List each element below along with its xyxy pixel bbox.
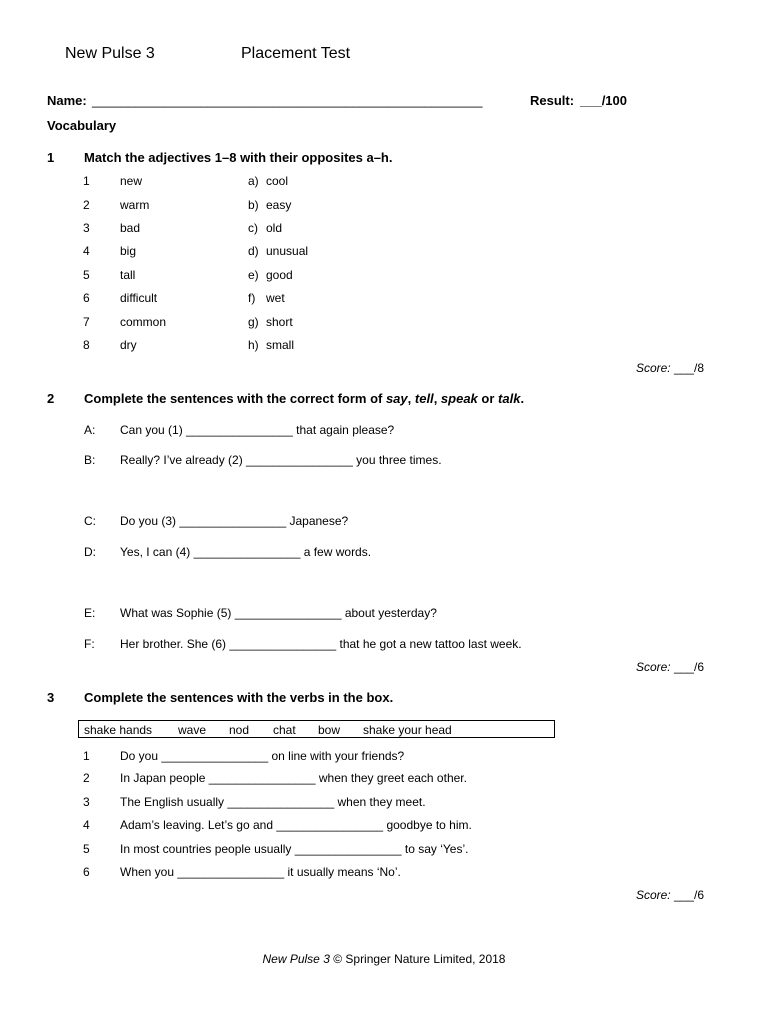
q1-left-n-4: 4 (83, 244, 90, 258)
q1-left-n-1: 1 (83, 174, 90, 188)
q1-right-letter-g: g) (248, 315, 259, 329)
q3-box-word-5: bow (318, 723, 341, 737)
book-title: New Pulse 3 (65, 45, 155, 62)
q1-right-letter-h: h) (248, 338, 259, 352)
result-value: ___/100 (580, 93, 627, 108)
q2-number: 2 (47, 391, 55, 406)
section-heading: Vocabulary (47, 118, 117, 133)
q2-sep-1: , (407, 391, 415, 406)
q1-instruction: Match the adjectives 1–8 with their opposites a–h. (84, 150, 393, 165)
q1-left-word-6: difficult (120, 291, 158, 305)
q3-instruction: Complete the sentences with the verbs in the box. (84, 690, 394, 705)
q3-score (636, 888, 704, 902)
q2-line-b: Really? I’ve already (2) ________________ you three times. (120, 453, 442, 467)
q3-line-1: Do you ________________ on line with your friends? (120, 749, 405, 763)
q1-left-n-6: 6 (83, 291, 90, 305)
q2-line-c: Do you (3) ________________ Japanese? (120, 514, 349, 528)
q2-score (636, 660, 704, 674)
q1-right-letter-a: a) (248, 174, 259, 188)
q1-left-word-1: new (120, 174, 143, 188)
q2-instruction-text: Complete the sentences with the correct form of (84, 391, 386, 406)
q2-speaker-f: F: (84, 637, 95, 651)
q3-n-5: 5 (83, 842, 90, 856)
q1-left-n-7: 7 (83, 315, 90, 329)
q2-instruction (84, 391, 524, 406)
q3-n-2: 2 (83, 771, 90, 785)
q2-score-value: ___/6 (670, 660, 704, 674)
q1-right-word-a: cool (266, 174, 289, 188)
q3-n-3: 3 (83, 795, 90, 809)
footer-copyright (0, 952, 768, 966)
q1-right-letter-b: b) (248, 198, 259, 212)
q1-right-word-b: easy (266, 198, 292, 212)
q3-box-word-4: chat (273, 723, 296, 737)
q1-left-n-5: 5 (83, 268, 90, 282)
q3-line-3: The English usually ________________ when they meet. (120, 795, 426, 809)
name-line: ______________________________________________________ (92, 93, 483, 108)
footer-rest: © Springer Nature Limited, 2018 (329, 952, 506, 966)
q2-line-f: Her brother. She (6) ________________ that he got a new tattoo last week. (120, 637, 522, 651)
q1-left-n-8: 8 (83, 338, 90, 352)
q1-left-word-3: bad (120, 221, 141, 235)
q1-left-n-3: 3 (83, 221, 90, 235)
q1-right-word-g: short (266, 315, 293, 329)
q1-left-n-2: 2 (83, 198, 90, 212)
q2-speaker-c: C: (84, 514, 96, 528)
q1-left-word-7: common (120, 315, 167, 329)
q2-word-tell: tell (414, 391, 434, 406)
q3-line-5: In most countries people usually ________________ to say ‘Yes’. (120, 842, 469, 856)
q3-line-6: When you ________________ it usually means ‘No’. (120, 865, 401, 879)
q1-score-label: Score: (635, 361, 671, 375)
q2-word-speak: speak (440, 391, 478, 406)
q3-n-4: 4 (83, 818, 90, 832)
q2-line-e: What was Sophie (5) ________________ about yesterday? (120, 606, 437, 620)
q1-right-word-f: wet (266, 291, 285, 305)
q2-end: . (520, 391, 525, 406)
q3-word-box (78, 720, 555, 738)
q3-box-word-2: wave (178, 723, 207, 737)
result-label: Result: (530, 93, 575, 108)
q1-right-word-d: unusual (266, 244, 309, 258)
q2-sep-2: , (433, 391, 441, 406)
footer-book: New Pulse 3 (262, 952, 330, 966)
q2-speaker-a: A: (84, 423, 96, 437)
q1-right-word-e: good (266, 268, 293, 282)
q1-score-value: ___/8 (670, 361, 704, 375)
q1-left-word-4: big (120, 244, 137, 258)
q3-score-value: ___/6 (670, 888, 704, 902)
q1-left-word-5: tall (120, 268, 136, 282)
q3-n-1: 1 (83, 749, 90, 763)
q3-line-2: In Japan people ________________ when they greet each other. (120, 771, 467, 785)
q2-word-say: say (385, 391, 408, 406)
q3-line-4: Adam’s leaving. Let’s go and ________________ goodbye to him. (120, 818, 472, 832)
q3-box-word-6: shake your head (363, 723, 452, 737)
q3-n-6: 6 (83, 865, 90, 879)
q2-speaker-e: E: (84, 606, 96, 620)
q2-line-a: Can you (1) ________________ that again please? (120, 423, 395, 437)
q1-right-letter-f: f) (248, 291, 256, 305)
q1-score (636, 361, 704, 375)
q1-left-word-8: dry (120, 338, 137, 352)
q2-speaker-b: B: (84, 453, 96, 467)
q1-left-word-2: warm (120, 198, 150, 212)
q1-right-letter-c: c) (248, 221, 258, 235)
q3-box-word-3: nod (229, 723, 250, 737)
q3-score-label: Score: (635, 888, 671, 902)
name-label: Name: (47, 93, 87, 108)
q1-number: 1 (47, 150, 55, 165)
q3-number: 3 (47, 690, 55, 705)
q3-box-word-1: shake hands (84, 723, 153, 737)
q2-word-talk: talk (498, 391, 521, 406)
test-title: Placement Test (241, 45, 351, 62)
q2-speaker-d: D: (84, 545, 96, 559)
q1-right-word-c: old (266, 221, 283, 235)
q1-right-word-h: small (266, 338, 295, 352)
q1-right-letter-d: d) (248, 244, 259, 258)
q1-right-letter-e: e) (248, 268, 259, 282)
q2-sep-3: or (477, 391, 499, 406)
q2-score-label: Score: (635, 660, 671, 674)
q2-line-d: Yes, I can (4) ________________ a few words. (120, 545, 372, 559)
